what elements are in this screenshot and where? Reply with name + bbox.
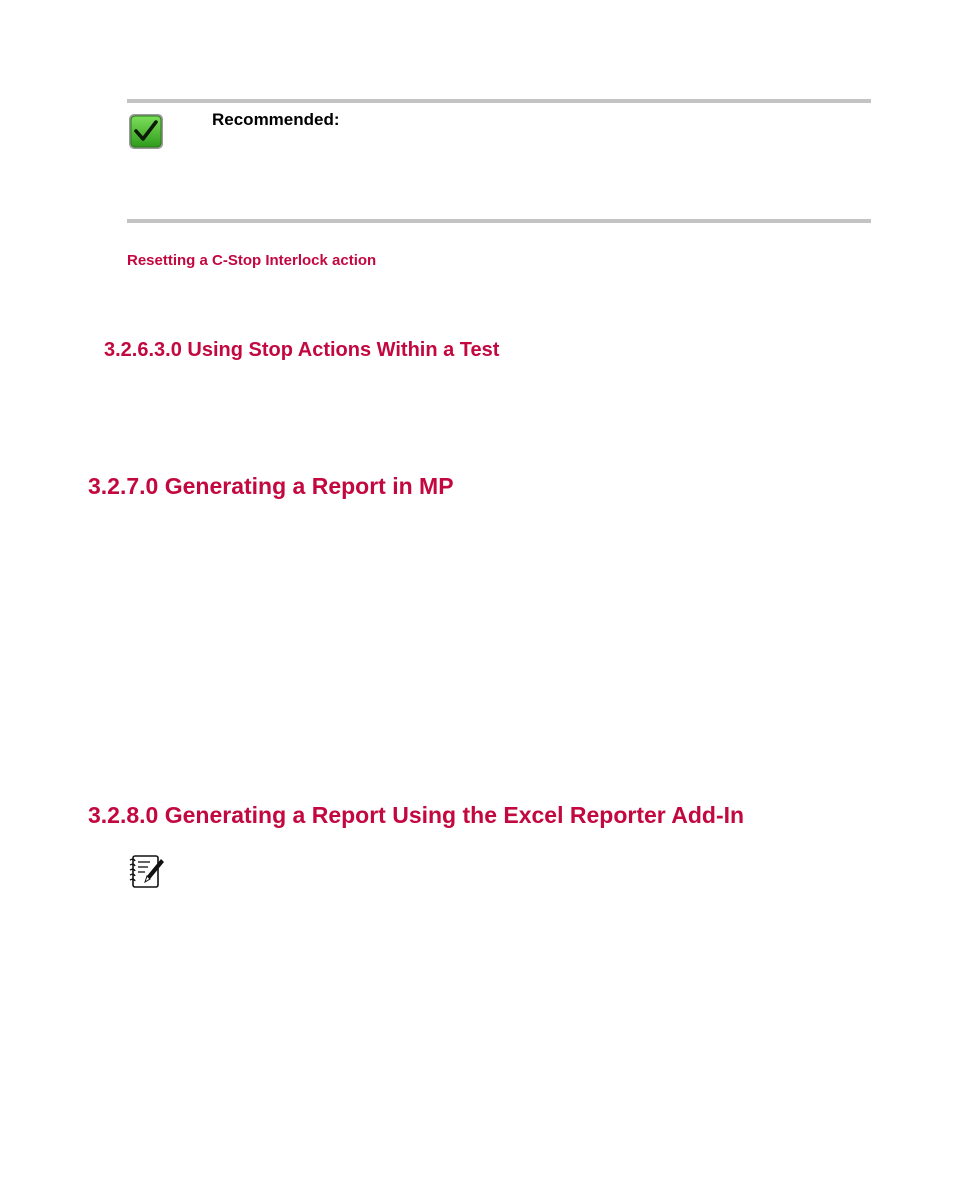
section-heading-stop-actions: 3.2.6.3.0 Using Stop Actions Within a Test bbox=[104, 339, 500, 361]
recommended-top-rule bbox=[127, 99, 871, 103]
note-pencil-icon bbox=[128, 853, 166, 889]
section-heading-report-mp: 3.2.7.0 Generating a Report in MP bbox=[88, 473, 454, 499]
recommended-label: Recommended: bbox=[212, 110, 340, 129]
recommended-bottom-rule bbox=[127, 219, 871, 223]
section-heading-excel-reporter: 3.2.8.0 Generating a Report Using the Excel Reporter Add-In bbox=[88, 802, 745, 828]
checkmark-icon bbox=[128, 113, 164, 150]
reset-cstop-interlock-link[interactable]: Resetting a C-Stop Interlock action bbox=[127, 252, 377, 269]
